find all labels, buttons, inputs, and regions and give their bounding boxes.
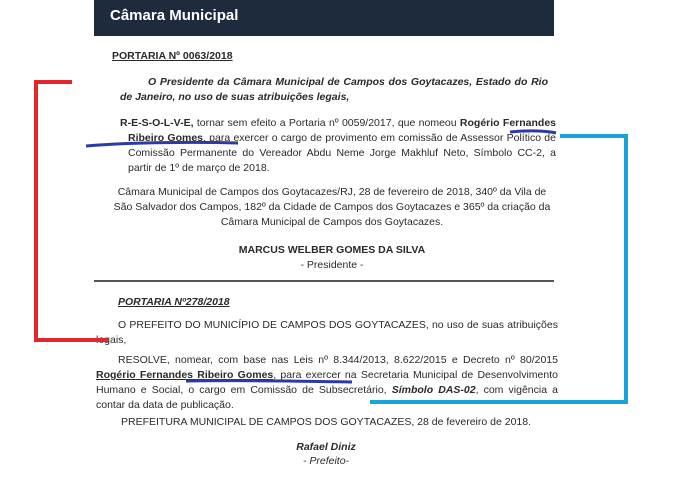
doc1-appointee-name: Rogério Fernandes Ribeiro Gomes (128, 117, 557, 144)
doc1-place-date: Câmara Municipal de Campos dos Goytacazes/RJ, 28 de fevereiro de 2018, 340º da Vila de São Salvador dos Campos, 182º da Cidade de Campos dos Goytacazes e 365º da criação da Câmara Municipal de Campos dos Goytacazes. (113, 186, 551, 228)
doc1-title: PORTARIA Nº 0063/2018 (112, 50, 233, 62)
doc2-symbol: Símbolo DAS-02 (391, 384, 476, 396)
doc2-resolve-text-c: , com vigência a contar da data de publicação. (96, 384, 558, 411)
name-underline-doc2 (186, 381, 352, 382)
blue-bracket (370, 136, 626, 402)
doc1-signer: MARCUS WELBER GOMES DA SILVA (238, 244, 426, 256)
doc1-resolve-text-b: , para exercer o cargo de provimento em comissão de Assessor Político de Comissão Permanente do Vereador Abdu Neme Jorge Makhluf Neto, Símbolo CC-2, a partir de 1º de março de 2018. (128, 132, 556, 174)
doc2-resolve-text-a: RESOLVE, nomear, com base nas Leis nº 8.344/2013, 8.622/2015 e Decreto nº 80/2015 (118, 354, 558, 366)
red-bracket (36, 82, 108, 340)
doc2-place-date: PREFEITURA MUNICIPAL DE CAMPOS DOS GOYTACAZES, 28 de fevereiro de 2018. (120, 416, 532, 428)
doc2-signer: Rafael Diniz (296, 441, 356, 453)
name-underline-doc1-b (86, 142, 238, 146)
name-underline-doc1-a (510, 131, 556, 133)
doc2-role: - Prefeito- (302, 455, 350, 467)
doc2-title: PORTARIA Nº278/2018 (118, 296, 230, 308)
doc1-resolve-word: R-E-S-O-L-V-E, (120, 117, 194, 129)
doc1-preamble: O Presidente da Câmara Municipal de Campos dos Goytacazes, Estado do Rio de Janeiro, no uso de suas atribuições legais, (120, 76, 548, 103)
header-title: Câmara Municipal (110, 7, 239, 24)
doc1-resolve-text-a: tornar sem efeito a Portaria nº 0059/2017, que nomeou (193, 117, 460, 129)
doc2-appointee-name: Rogério Fernandes Ribeiro Gomes (96, 369, 274, 381)
doc2-resolve-text-b: , para exercer na Secretaria Municipal de Desenvolvimento Humano e Social, o cargo em Comissão de Subsecretário, (96, 369, 558, 396)
doc2-preamble: O PREFEITO DO MUNICÍPIO DE CAMPOS DOS GOYTACAZES, no uso de suas atribuições legais, (96, 319, 558, 346)
doc1-role: - Presidente - (300, 259, 364, 271)
